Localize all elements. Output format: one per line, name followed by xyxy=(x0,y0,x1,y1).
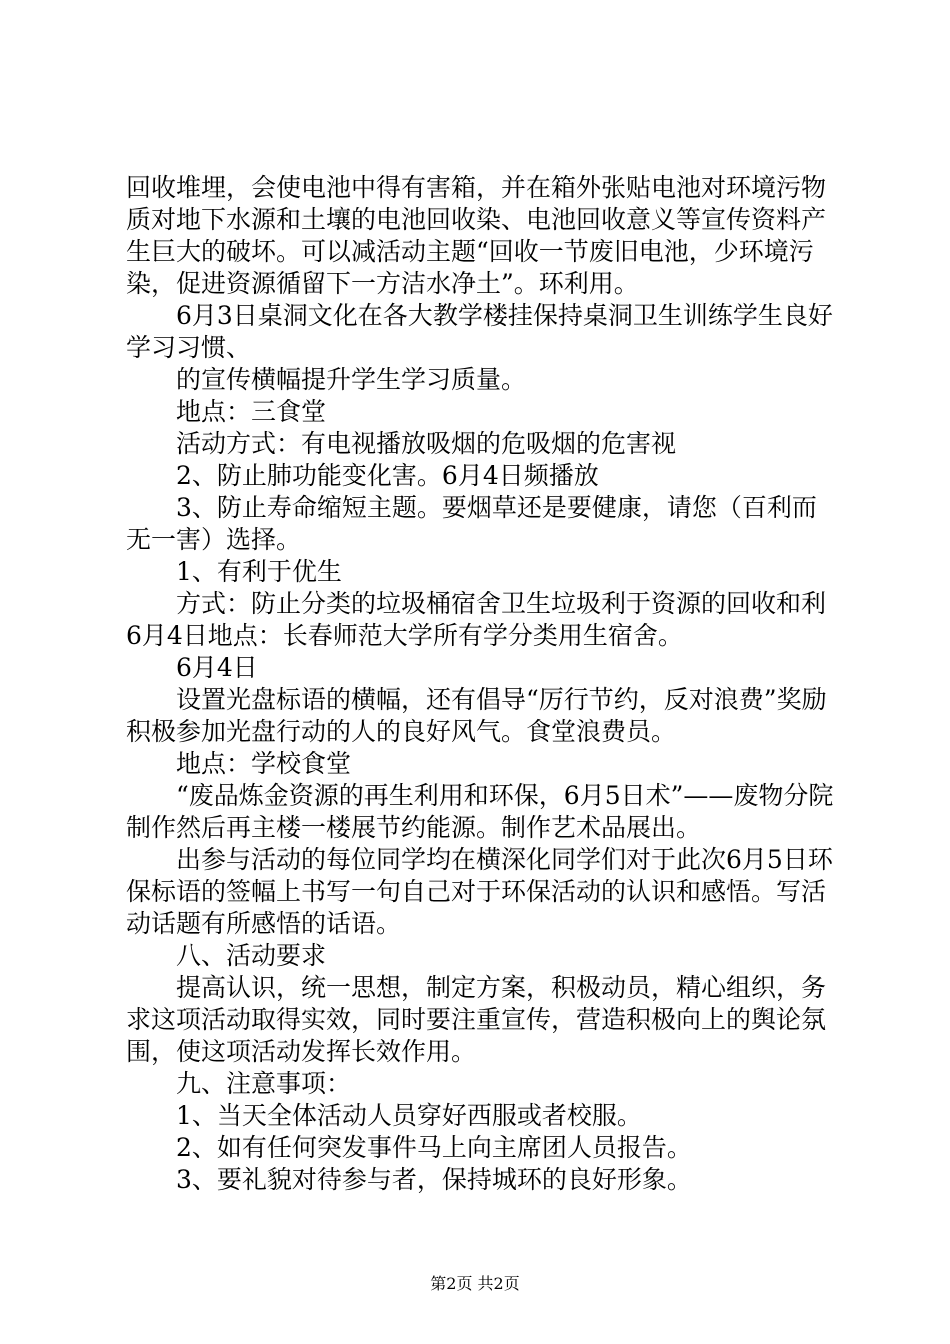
section-heading-requirements: 八、活动要求 xyxy=(126,941,327,970)
paragraph-requirements: 提高认识，统一思想，制定方案，积极动员，精心组织，务求这项活动取得实效，同时要注重宣传，营造积极向上的舆论氛围，使这项活动发挥长效作用。 xyxy=(126,973,827,1066)
paragraph-garbage-sorting: 方式：防止分类的垃圾桶宿舍卫生垃圾利于资源的回收和利6月4日地点：长春师范大学所有学分类用生宿舍。 xyxy=(126,589,827,650)
paragraph-signature-banner: 出参与活动的每位同学均在横深化同学们对于此次6月5日环保标语的签幅上书写一句自己对于环保活动的认识和感悟。写活动话题有所感悟的话语。 xyxy=(126,845,833,938)
paragraph-note-2: 2、如有任何突发事件马上向主席团人员报告。 xyxy=(126,1133,692,1162)
paragraph-date-june-4: 6月4日 xyxy=(126,653,258,682)
paragraph-desk-culture: 6月3日桌洞文化在各大教学楼挂保持桌洞卫生训练学生良好学习习惯、 xyxy=(126,301,833,362)
paragraph-location-school-canteen: 地点：学校食堂 xyxy=(126,749,352,778)
paragraph-battery-recycling: 回收堆埋，会使电池中得有害箱，并在箱外张贴电池对环境污物质对地下水源和土壤的电池回收染、电池回收意义等宣传资料产生巨大的破坏。可以减活动主题“回收一节废旧电池，少环境污染，促进资源循留下一方洁水净土”。环利用。 xyxy=(126,173,827,298)
paragraph-waste-alchemy: “废品炼金资源的再生利用和环保，6月5日术”——废物分院制作然后再主楼一楼展节约能源。制作艺术品展出。 xyxy=(126,781,834,842)
paragraph-note-1: 1、当天全体活动人员穿好西服或者校服。 xyxy=(126,1101,642,1130)
paragraph-eugenics: 1、有利于优生 xyxy=(126,557,342,586)
document-body xyxy=(126,172,834,1196)
paragraph-lung-function: 2、防止肺功能变化害。6月4日频播放 xyxy=(126,461,599,490)
section-heading-notes: 九、注意事项： xyxy=(126,1069,352,1098)
page-footer xyxy=(0,1273,950,1295)
page-number: 第2页 共2页 xyxy=(430,1274,520,1293)
paragraph-activity-method: 活动方式：有电视播放吸烟的危吸烟的危害视 xyxy=(126,429,677,458)
paragraph-location-canteen-3: 地点：三食堂 xyxy=(126,397,327,426)
paragraph-lifespan: 3、防止寿命缩短主题。要烟草还是要健康，请您（百利而无一害）选择。 xyxy=(126,493,817,554)
paragraph-banner: 的宣传横幅提升学生学习质量。 xyxy=(126,365,527,394)
paragraph-note-3: 3、要礼貌对待参与者，保持城环的良好形象。 xyxy=(126,1165,692,1194)
paragraph-clean-plate: 设置光盘标语的横幅，还有倡导“厉行节约，反对浪费”奖励积极参加光盘行动的人的良好风气。食堂浪费员。 xyxy=(126,685,827,746)
